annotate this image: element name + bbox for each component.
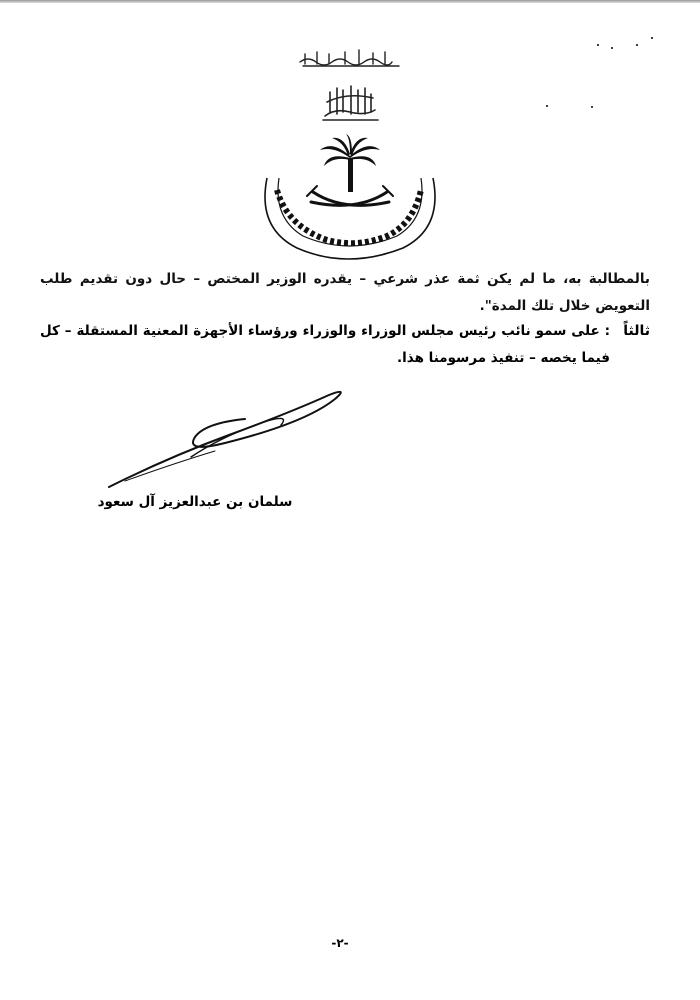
scan-speck [611, 47, 613, 49]
scan-speck [651, 37, 653, 39]
handwritten-signature [95, 385, 355, 495]
clause-third-text: : على سمو نائب رئيس مجلس الوزراء والوزراء ورؤساء الأجهزة المعنية المستقلة – كل فيما يخصه – تنفيذ مرسومنا هذا. [40, 323, 610, 366]
royal-emblem-graphic [255, 40, 445, 260]
scan-speck [546, 105, 548, 107]
signer-name: سلمان بن عبدالعزيز آل سعود [97, 494, 293, 510]
page-number: -٢- [331, 936, 349, 950]
paragraph-continuation: بالمطالبة به، ما لم يكن ثمة عذر شرعي – يقدره الوزير المختص – حال دون تقديم طلب التعويض خلال تلك المدة". [40, 271, 650, 314]
palm-tree-icon [320, 134, 380, 192]
scan-speck [636, 44, 638, 46]
shahada-calligraphy [323, 86, 378, 120]
page-top-edge [0, 0, 700, 3]
signature-graphic [95, 385, 355, 495]
basmala-calligraphy [300, 50, 399, 66]
scan-speck [591, 106, 593, 108]
clause-third-label: ثالثاً [623, 323, 650, 339]
royal-emblem [255, 40, 445, 260]
scan-speck [597, 44, 599, 46]
